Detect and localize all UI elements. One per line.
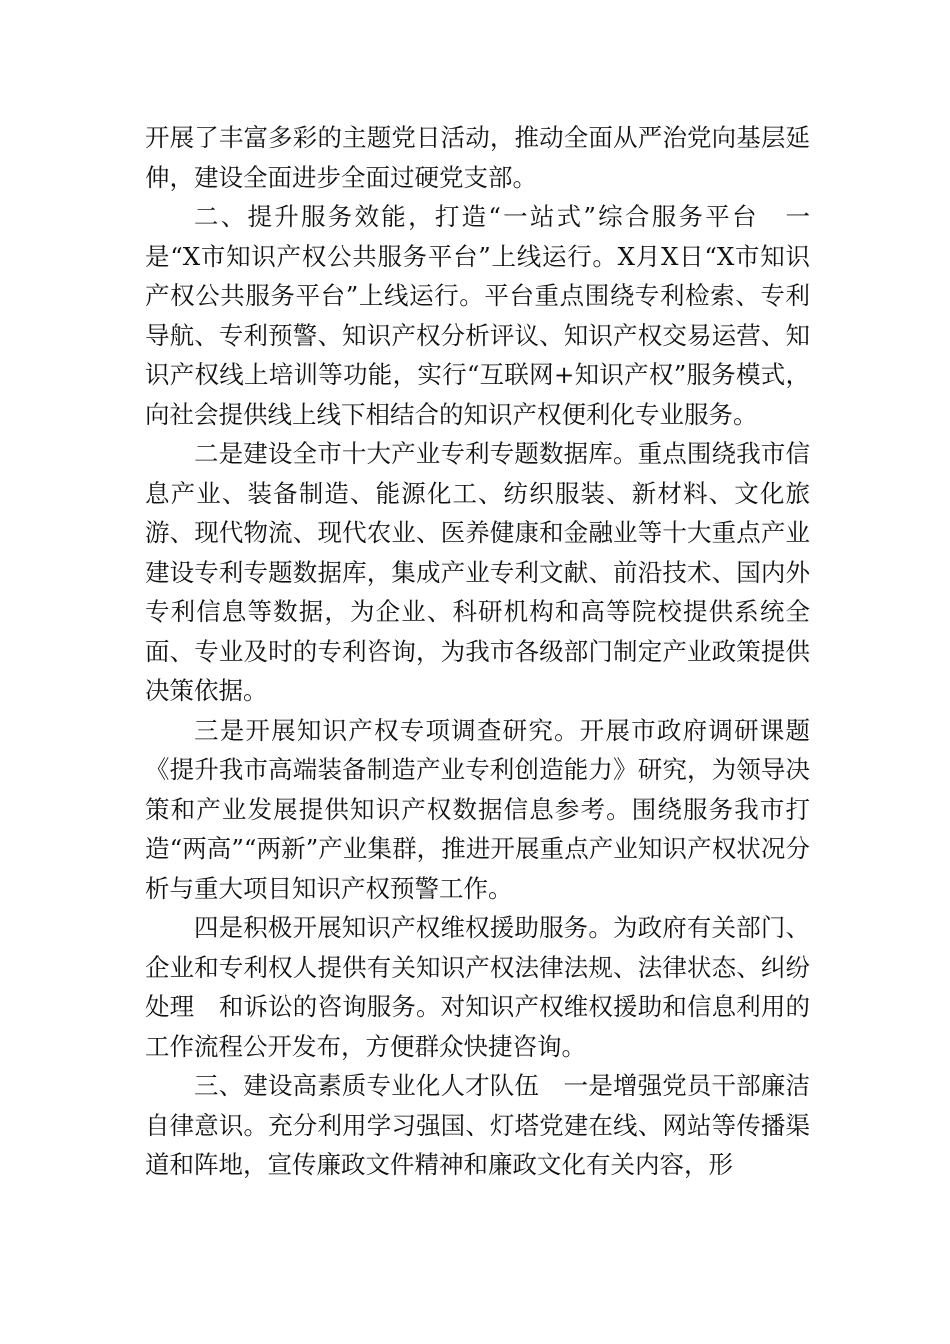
paragraph-6: 三、建设高素质专业化人才队伍 一是增强党员干部廉洁自律意识。充分利用学习强国、灯塔党建在线、网站等传播渠道和阵地，宣传廉政文件精神和廉政文化有关内容，形 <box>145 1071 810 1179</box>
paragraph-5: 四是积极开展知识产权维权援助服务。为政府有关部门、企业和专利权人提供有关知识产权法律法规、法律状态、纠纷处理 和诉讼的咨询服务。对知识产权维权援助和信息利用的工作流程公开发布，方便群众快捷咨询。 <box>145 913 810 1061</box>
paragraph-1: 开展了丰富多彩的主题党日活动，推动全面从严治党向基层延伸，建设全面进步全面过硬党支部。 <box>145 123 810 192</box>
paragraph-2: 二、提升服务效能，打造“一站式”综合服务平台 一是“X市知识产权公共服务平台”上线运行。X月X日“X市知识产权公共服务平台”上线运行。平台重点围绕专利检索、专利导航、专利预警、知识产权分析评议、知识产权交易运营、知识产权线上培训等功能，实行“互联网+知识产权”服务模式，向社会提供线上线下相结合的知识产权便利化专业服务。 <box>145 202 810 429</box>
paragraph-3: 二是建设全市十大产业专利专题数据库。重点围绕我市信息产业、装备制造、能源化工、纺织服装、新材料、文化旅游、现代物流、现代农业、医养健康和金融业等十大重点产业建设专利专题数据库，集成产业专利文献、前沿技术、国内外专利信息等数据，为企业、科研机构和高等院校提供系统全面、专业及时的专利咨询，为我市各级部门制定产业政策提供决策依据。 <box>145 439 810 705</box>
document-page <box>145 118 810 1185</box>
paragraph-4: 三是开展知识产权专项调查研究。开展市政府调研课题《提升我市高端装备制造产业专利创造能力》研究，为领导决策和产业发展提供知识产权数据信息参考。围绕服务我市打造“两高”“两新”产业集群，推进开展重点产业知识产权状况分析与重大项目知识产权预警工作。 <box>145 715 810 903</box>
